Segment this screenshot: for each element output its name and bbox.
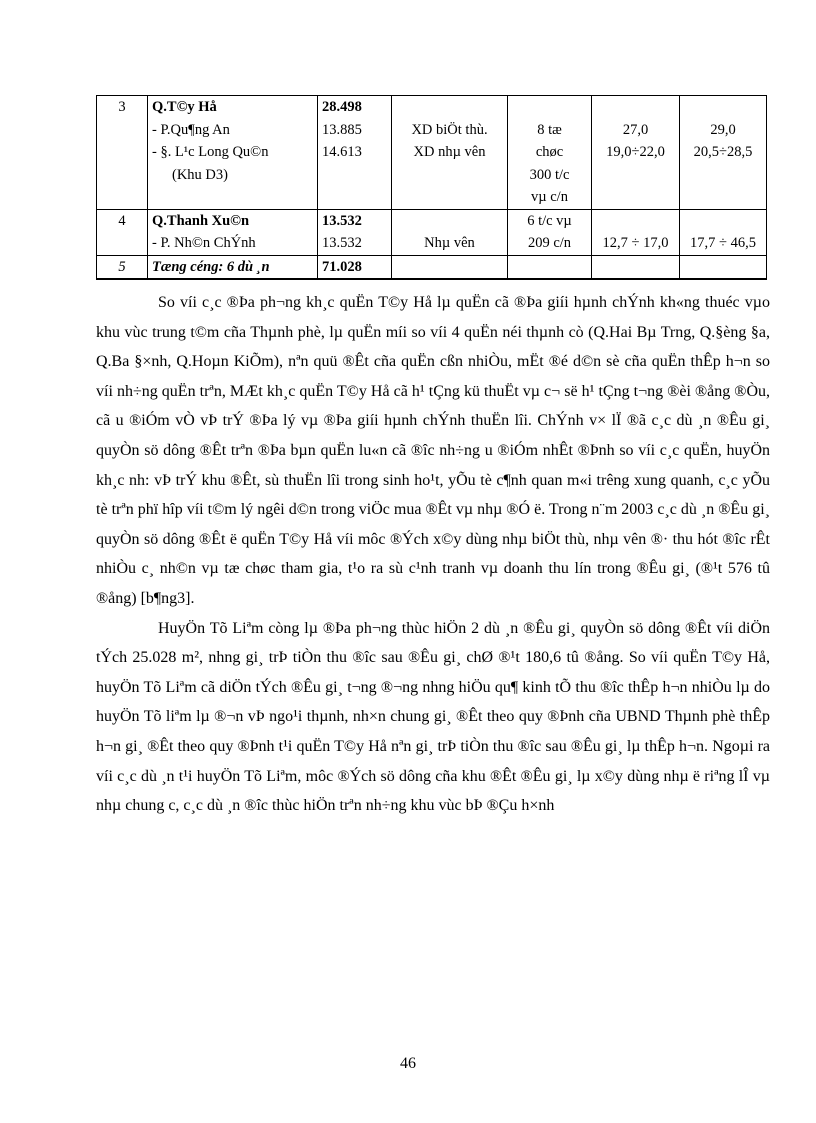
table-row	[97, 255, 767, 279]
auction-results-table	[96, 95, 767, 280]
cell-line: 19,0÷22,0	[606, 144, 665, 160]
body-text	[96, 288, 770, 821]
participants-cell	[508, 255, 592, 279]
purpose-cell	[392, 96, 508, 210]
area-cell	[318, 255, 392, 279]
cell-line: 12,7 ÷ 17,0	[602, 235, 669, 251]
paragraph-tu-liem: HuyÖn Tõ Liªm còng lµ ®Þa ph¬ng thùc hiÖn 2 dù ¸n ®Êu gi¸ quyÒn sö dông ®Êt víi diÖn tÝch 25.028 m², nhng gi¸ trÞ tiÒn thu ®îc sau ®Êu gi¸ chØ ®¹t 180,6 tû ®ång. So víi quËn T©y Hå, huyÖn Tõ Liªm cã diÖn tÝch ®Êu gi¸ t¬ng ®¬ng nhng hiÖu qu¶ kinh tÕ thu ®îc thÊp h¬n nhiÒu lµ do huyÖn Tõ liªm lµ ®¬n vÞ ngo¹i thµnh, nh×n chung gi¸ ®Êt theo quy ®Þnh cña UBND Thµnh phè thÊp h¬n gi¸ ®Êt theo quy ®Þnh t¹i quËn T©y Hå nªn gi¸ trÞ tiÒn thu ®îc sau ®Êu gi¸ lµ thÊp h¬n. Ngoµi ra víi c¸c dù ¸n t¹i huyÖn Tõ Liªm, môc ®Ých sö dông cña khu ®Êt ®Êu gi¸ lµ x©y dùng nhµ ë riªng lÎ vµ nhµ chung c, c¸c dù ¸n ®îc thùc hiÖn trªn nh÷ng khu vùc bÞ ®Çu h×nh	[96, 619, 770, 815]
cell-line: Nhµ vên	[424, 235, 475, 251]
cell-line: 209 c/n	[527, 235, 572, 251]
cell-line: 20,5÷28,5	[693, 144, 753, 160]
cell-line: 5	[118, 258, 126, 275]
cell-line: 27,0	[622, 121, 649, 138]
price-range-2-cell	[680, 255, 767, 279]
price-range-1-cell	[592, 209, 680, 255]
stt-cell	[97, 255, 148, 279]
price-range-2-cell	[680, 96, 767, 210]
cell-line: - §. L¹c Long Qu©n	[152, 144, 269, 160]
stt-cell	[97, 209, 148, 255]
participants-cell	[508, 96, 592, 210]
district-cell	[148, 96, 318, 210]
purpose-cell	[392, 209, 508, 255]
cell-line: 13.532	[322, 235, 362, 251]
cell-line: 71.028	[322, 258, 362, 275]
participants-cell	[508, 209, 592, 255]
cell-line: 29,0	[710, 121, 736, 138]
cell-line: 3	[118, 99, 126, 115]
district-cell	[148, 255, 318, 279]
cell-line: 300 t/c	[529, 166, 570, 183]
stt-cell	[97, 96, 148, 210]
cell-line: 17,7 ÷ 46,5	[690, 235, 756, 251]
purpose-cell	[392, 255, 508, 279]
area-cell	[318, 96, 392, 210]
cell-line: chøc	[535, 144, 564, 160]
cell-line: 13.885	[322, 121, 362, 138]
cell-line: 8 tæ	[537, 121, 562, 138]
area-cell	[318, 209, 392, 255]
cell-line: Q.T©y Hå	[152, 99, 217, 115]
page-number: 46	[400, 1055, 416, 1072]
cell-line: vµ c/n	[531, 189, 568, 205]
cell-line: 14.613	[322, 144, 362, 160]
cell-line: - P. Nh©n ChÝnh	[152, 235, 256, 251]
price-range-2-cell	[680, 209, 767, 255]
cell-line: Q.Thanh Xu©n	[152, 212, 250, 229]
cell-line: - P.Qu¶ng An	[152, 121, 230, 138]
table-row	[97, 96, 767, 210]
cell-line: XD biÖt thù.	[411, 121, 488, 138]
price-range-1-cell	[592, 96, 680, 210]
price-range-1-cell	[592, 255, 680, 279]
cell-line: XD nhµ vên	[413, 144, 486, 160]
table-row	[97, 209, 767, 255]
district-cell	[148, 209, 318, 255]
cell-line: 13.532	[322, 212, 362, 229]
table-body	[97, 96, 767, 280]
cell-line: 6 t/c vµ	[527, 212, 572, 229]
cell-line: 28.498	[322, 99, 362, 115]
cell-line: Tæng céng: 6 dù ¸n	[152, 258, 270, 275]
cell-line: (Khu D3)	[172, 166, 228, 183]
cell-line: 4	[118, 212, 126, 229]
paragraph-tay-ho: So víi c¸c ®Þa ph¬ng kh¸c quËn T©y Hå lµ quËn cã ®Þa giíi hµnh chÝnh kh«ng thuéc vµo khu vùc trung t©m cña Thµnh phè, lµ quËn míi so víi 4 quËn néi thµnh cò (Q.Hai Bµ Trng, Q.§èng §a, Q.Ba §×nh, Q.Hoµn KiÕm), nªn quü ®Êt cña quËn cßn nhiÒu, mËt ®é d©n sè cña quËn thÊp h¬n so víi nh÷ng quËn trªn, MÆt kh¸c quËn T©y Hå cã h¹ tÇng kü thuËt vµ c¬ së h¹ tÇng t¬ng ®èi ®ång ®Òu, cã u ®iÓm vÒ vÞ trÝ ®Þa lý vµ ®Þa giíi hµnh chÝnh thuËn lîi. ChÝnh v× lÏ ®ã c¸c dù ¸n ®Êu gi¸ quyÒn sö dông ®Êt trªn ®Þa bµn quËn lu«n cã ®îc nh÷ng u ®iÓm nhÊt ®Þnh so víi c¸c quËn, huyÖn kh¸c nh: vÞ trÝ khu ®Êt, sù thuËn lîi trong sinh ho¹t, yÕu tè c¶nh quan m«i trêng xung quanh, c¸c yÕu tè trªn phï hîp víi t©m lý ngêi d©n trong viÖc mua ®Êt vµ nhµ ®Ó ë. Trong n¨m 2003 c¸c dù ¸n ®Êu gi¸ quyÒn sö dông ®Êt ë quËn T©y Hå víi môc ®Ých x©y dùng nhµ biÖt thù, nhµ vên ®· thu hót ®îc rÊt nhiÒu c¸ nh©n vµ tæ chøc tham gia, t¹o ra sù c¹nh tranh vµ doanh thu lín trong ®Êu gi¸ (®¹t 576 tû ®ång) [b¶ng3].	[96, 294, 770, 607]
